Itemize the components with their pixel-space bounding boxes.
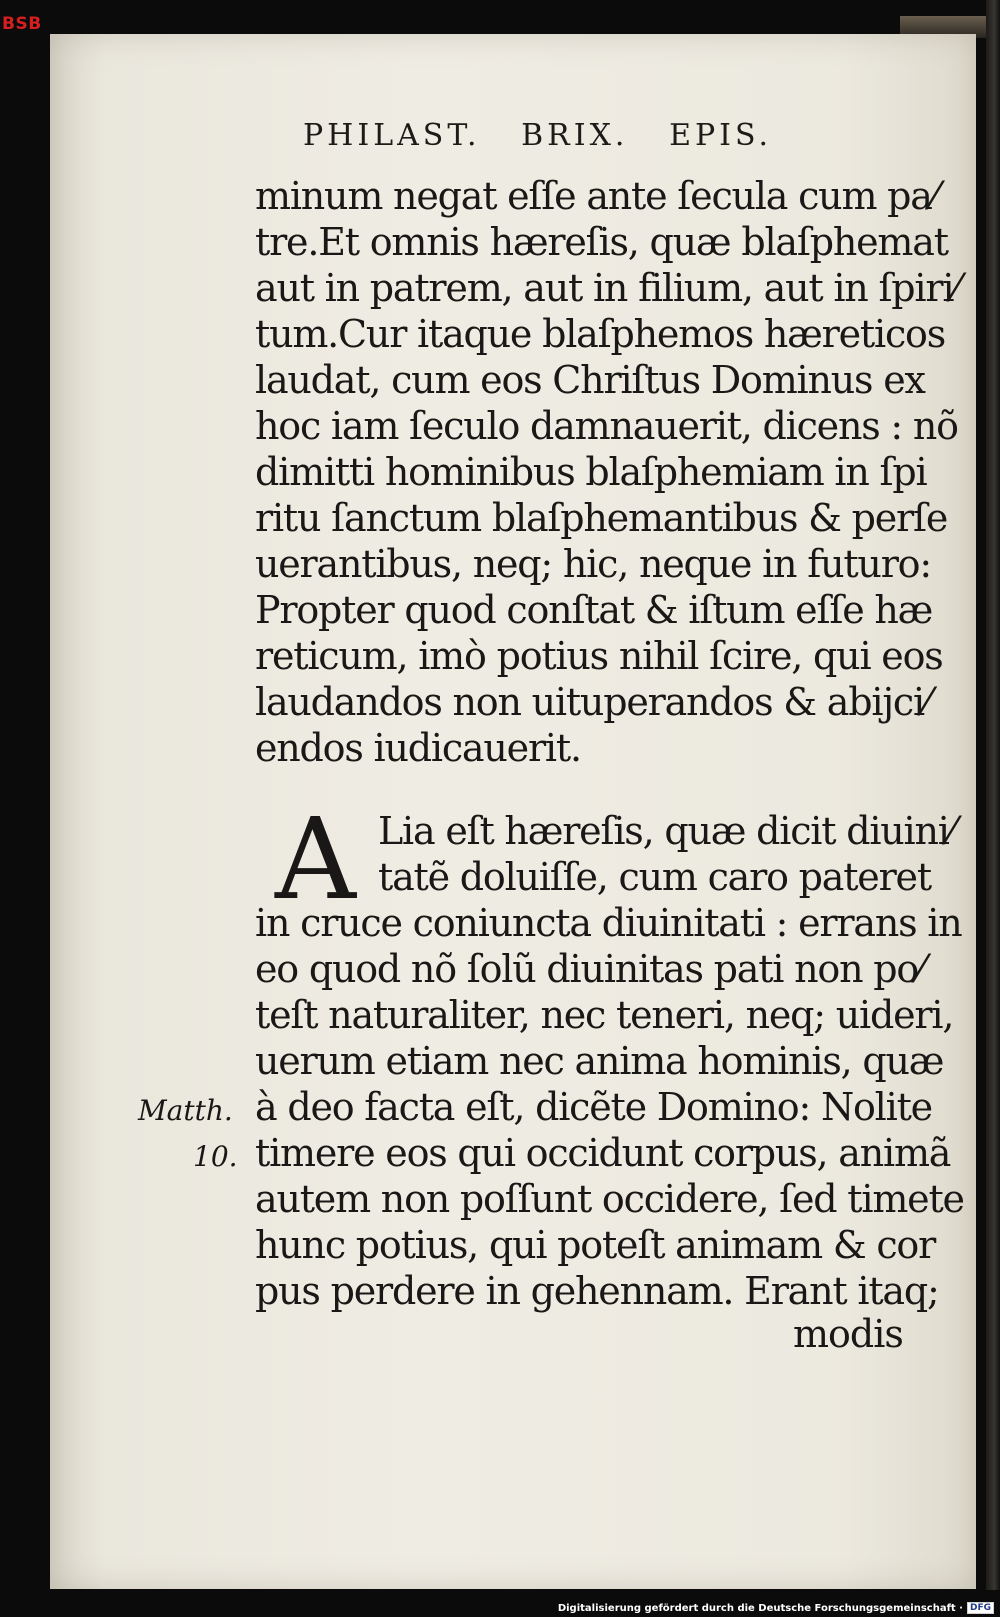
text-line: in cruce coniuncta diuinitati : errans in bbox=[255, 901, 962, 945]
footer-text: Digitalisierung gefördert durch die Deutsche Forschungsgemeinschaft · bbox=[557, 1602, 963, 1614]
bsb-logo: BSB bbox=[2, 14, 42, 34]
text-line: reticum, imò potius nihil ſcire, qui eos bbox=[255, 634, 943, 678]
text-line: uerum etiam nec anima hominis, quæ bbox=[255, 1039, 944, 1083]
running-head: PHILAST. BRIX. EPIS. bbox=[303, 118, 773, 153]
catchword: modis bbox=[793, 1312, 903, 1356]
text-line: tre.Et omnis hæreſis, quæ blaſphemat bbox=[255, 220, 948, 264]
text-line: minum negat eſſe ante ſecula cum pa⁄ bbox=[255, 174, 937, 218]
text-line: ritu ſanctum blaſphemantibus & perſe bbox=[255, 496, 948, 540]
paragraph-1 bbox=[255, 173, 959, 771]
text-line: à deo facta eſt, dicẽte Domino: Nolite bbox=[255, 1085, 932, 1129]
book-right-edge bbox=[986, 0, 1000, 1590]
text-line: hoc iam ſeculo damnauerit, dicens : nõ bbox=[255, 404, 958, 448]
text-line: pus perdere in gehennam. Erant itaq; bbox=[255, 1269, 939, 1313]
text-line: tum.Cur itaque blaſphemos hæreticos bbox=[255, 312, 946, 356]
text-line: teſt naturaliter, nec teneri, neq; uideri, bbox=[255, 993, 954, 1037]
marginal-note-chapter: 10. bbox=[193, 1140, 238, 1173]
text-line: Lia eſt hæreſis, quæ dicit diuini⁄ bbox=[378, 809, 954, 853]
text-line: dimitti hominibus blaſphemiam in ſpi bbox=[255, 450, 927, 494]
text-line: timere eos qui occidunt corpus, animã bbox=[255, 1131, 951, 1175]
marginal-note-book: Matth. bbox=[138, 1094, 233, 1127]
text-line: hunc potius, qui poteſt animam & cor bbox=[255, 1223, 936, 1267]
text-line: uerantibus, neq; hic, neque in futuro: bbox=[255, 542, 931, 586]
footer-credit bbox=[558, 1602, 994, 1614]
text-line: eo quod nõ ſolũ diuinitas pati non po⁄ bbox=[255, 947, 924, 991]
text-line: laudandos non uituperandos & abijci⁄ bbox=[255, 680, 930, 724]
text-line: Propter quod conſtat & iſtum eſſe hæ bbox=[255, 588, 933, 632]
dfg-logo: DFG bbox=[967, 1602, 994, 1614]
text-line: autem non poſſunt occidere, ſed timete bbox=[255, 1177, 964, 1221]
text-line: aut in patrem, aut in filium, aut in ſpiri⁄ bbox=[255, 266, 959, 310]
paragraph-2 bbox=[255, 795, 964, 1314]
text-line: laudat, cum eos Chriſtus Dominus ex bbox=[255, 358, 925, 402]
drop-cap: A bbox=[275, 795, 356, 925]
text-line: tatẽ doluiſſe, cum caro pateret bbox=[378, 855, 931, 899]
text-line: endos iudicauerit. bbox=[255, 726, 581, 770]
